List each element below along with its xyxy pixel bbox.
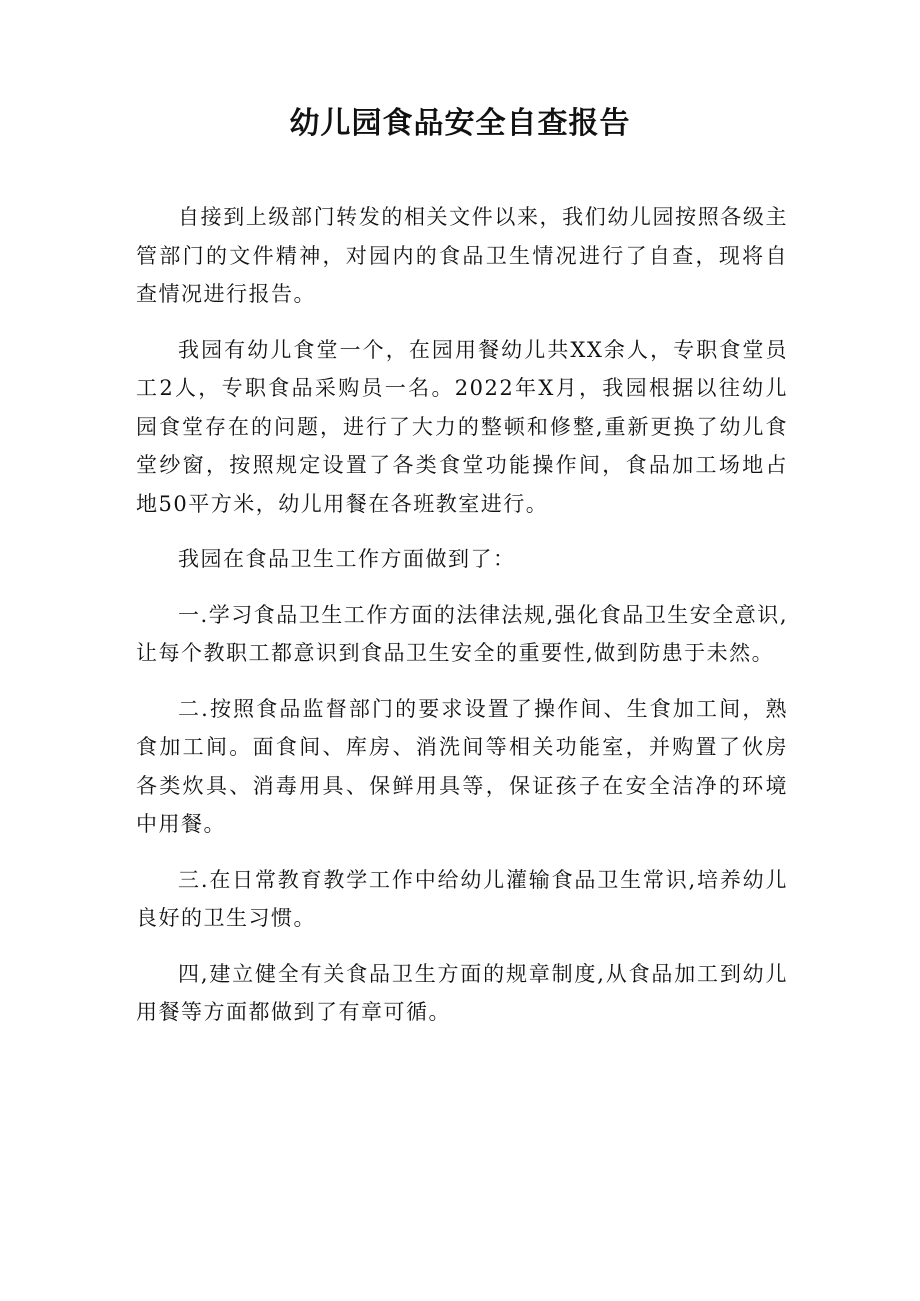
paragraph-item-2: 二.按照食品监督部门的要求设置了操作间、生食加工间，熟食加工间。面食间、库房、消洗间等相关功能室，并购置了伙房各类炊具、消毒用具、保鲜用具等，保证孩子在安全洁净的环境中用餐。 xyxy=(136,696,788,836)
paragraph-item-4: 四,建立健全有关食品卫生方面的规章制度,从食品加工到幼儿用餐等方面都做到了有章可循。 xyxy=(136,961,788,1024)
paragraph-achievements-heading: 我园在食品卫生工作方面做到了： xyxy=(178,547,516,571)
document-title: 幼儿园食品安全自查报告 xyxy=(289,106,631,141)
paragraph-item-3: 三.在日常教育教学工作中给幼儿灌输食品卫生常识,培养幼儿良好的卫生习惯。 xyxy=(136,867,788,930)
paragraph-canteen-overview: 我园有幼儿食堂一个，在园用餐幼儿共XX余人，专职食堂员工2人，专职食品采购员一名。2022年X月，我园根据以往幼儿园食堂存在的问题，进行了大力的整顿和修整,重新更换了幼儿食堂纱窗，按照规定设置了各类食堂功能操作间，食品加工场地占地50平方米，幼儿用餐在各班教室进行。 xyxy=(136,337,788,516)
paragraph-intro: 自接到上级部门转发的相关文件以来，我们幼儿园按照各级主管部门的文件精神，对园内的食品卫生情况进行了自查，现将自查情况进行报告。 xyxy=(136,205,788,306)
paragraph-item-1: 一.学习食品卫生工作方面的法律法规,强化食品卫生安全意识,让每个教职工都意识到食品卫生安全的重要性,做到防患于未然。 xyxy=(136,602,788,665)
document-body xyxy=(136,198,788,1049)
